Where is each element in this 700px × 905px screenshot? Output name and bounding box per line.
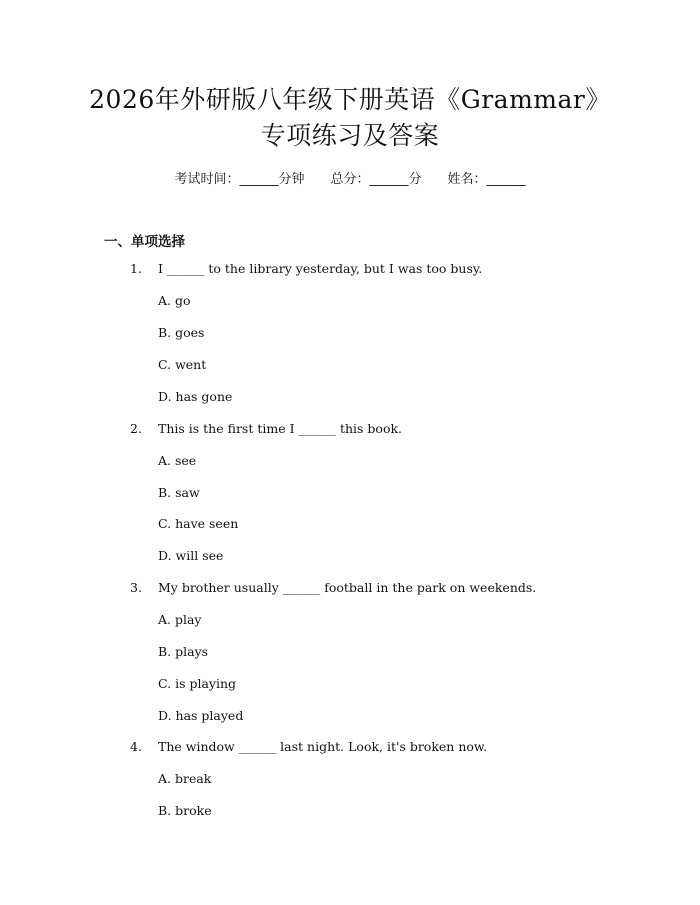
question-2-option-d: D. will see <box>158 548 224 563</box>
score-label: 总分：______分 <box>330 172 422 187</box>
page-title-line2: 专项练习及答案 <box>260 121 440 150</box>
exam-info-row <box>0 168 700 187</box>
question-3 <box>130 580 536 595</box>
name-label: 姓名：______ <box>447 172 526 187</box>
question-number: 2. <box>130 421 142 436</box>
section-heading: 一、单项选择 <box>104 234 185 250</box>
question-number: 3. <box>130 580 142 595</box>
question-3-option-d: D. has played <box>158 708 244 723</box>
question-1-option-c: C. went <box>158 357 207 372</box>
question-3-option-b: B. plays <box>158 644 209 659</box>
exam-time-label: 考试时间：______分钟 <box>174 172 305 187</box>
question-text: This is the first time I ______ this book. <box>158 421 403 436</box>
question-text: I ______ to the library yesterday, but I was too busy. <box>158 261 483 276</box>
question-4-option-b: B. broke <box>158 803 212 818</box>
question-4 <box>130 739 487 754</box>
question-2-option-c: C. have seen <box>158 516 239 531</box>
question-1 <box>130 261 482 276</box>
question-text: The window ______ last night. Look, it's broken now. <box>158 739 488 754</box>
question-number: 1. <box>130 261 142 276</box>
question-3-option-a: A. play <box>158 612 202 627</box>
question-1-option-d: D. has gone <box>158 389 233 404</box>
question-number: 4. <box>130 739 142 754</box>
question-text: My brother usually ______ football in the park on weekends. <box>158 580 537 595</box>
question-2-option-b: B. saw <box>158 485 200 500</box>
question-1-option-b: B. goes <box>158 325 205 340</box>
question-4-option-a: A. break <box>158 771 212 786</box>
question-2-option-a: A. see <box>158 453 197 468</box>
question-1-option-a: A. go <box>158 293 191 308</box>
question-3-option-c: C. is playing <box>158 676 237 691</box>
page-title-line1: 2026年外研版八年级下册英语《Grammar》 <box>89 85 611 114</box>
question-2 <box>130 421 402 436</box>
